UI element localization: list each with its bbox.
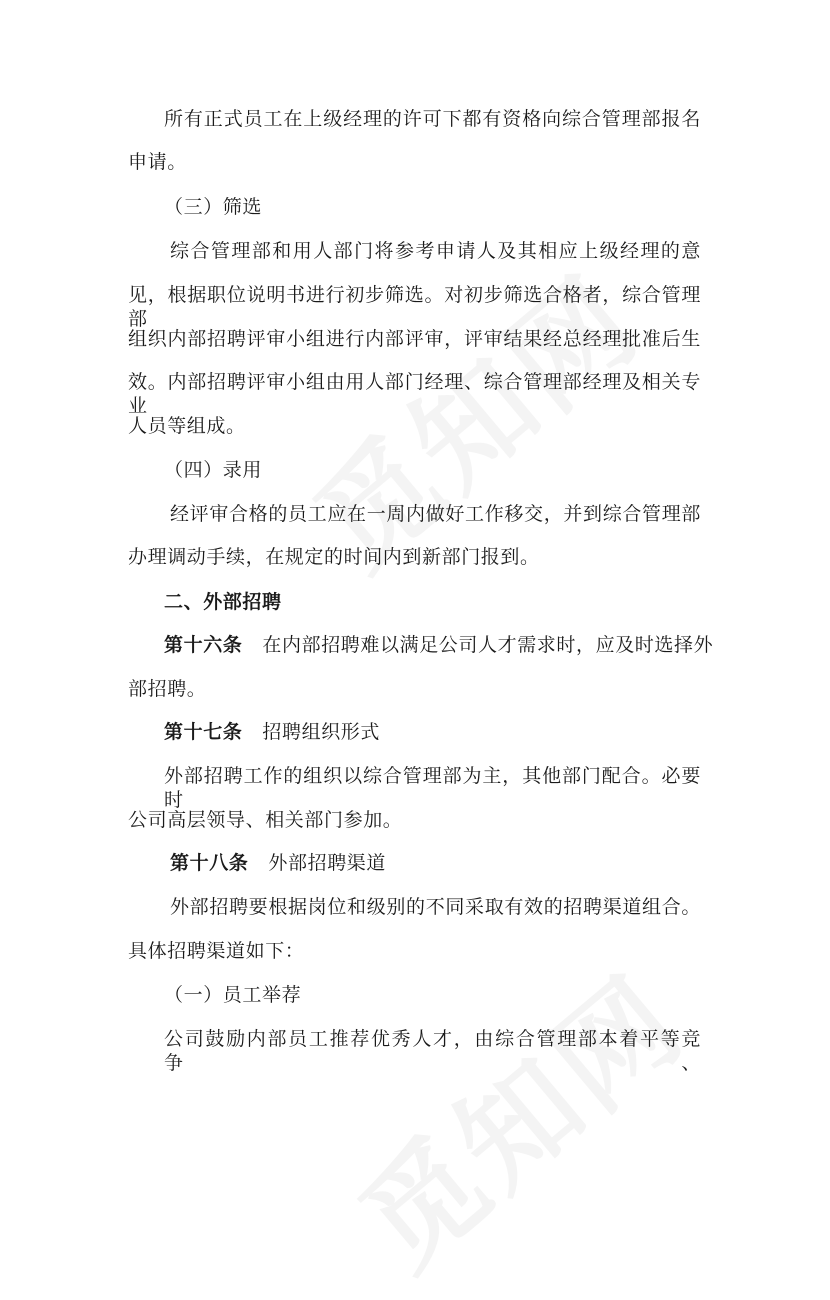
article-text: 外部招聘渠道 [268,852,387,874]
article-number: 第十六条 [164,634,243,656]
paragraph-line: 部招聘。 [128,678,207,700]
paragraph-line: 具体招聘渠道如下： [128,940,305,962]
article-number: 第十八条 [170,852,249,874]
paragraph-line: 经评审合格的员工应在一周内做好工作移交，并到综合管理部 [170,503,701,525]
chapter-heading: 二、外部招聘 [164,591,282,613]
section-heading: （一）员工举荐 [164,984,302,1006]
paragraph-line: 公司高层领导、相关部门参加。 [128,809,403,831]
paragraph-line: 外部招聘工作的组织以综合管理部为主，其他部门配合。必要时 [164,765,701,811]
article-line [164,633,713,657]
paragraph-line: 申请。 [128,151,187,173]
paragraph-line: 综合管理部和用人部门将参考申请人及其相应上级经理的意 [170,240,701,262]
watermark [319,930,713,1299]
section-heading: （四）录用 [164,459,263,481]
section-heading: （三）筛选 [164,196,263,218]
paragraph-line: 办理调动手续，在规定的时间内到新部门报到。 [128,546,540,568]
paragraph-line: 所有正式员工在上级经理的许可下都有资格向综合管理部报名 [164,108,701,130]
paragraph-line: 效。内部招聘评审小组由用人部门经理、综合管理部经理及相关专业 [128,371,701,417]
article-text: 招聘组织形式 [262,721,381,743]
paragraph-line: 外部招聘要根据岗位和级别的不同采取有效的招聘渠道组合。 [170,896,701,918]
article-line [164,720,380,744]
article-line [170,851,386,875]
article-number: 第十七条 [164,721,243,743]
article-text: 在内部招聘难以满足公司人才需求时，应及时选择外 [262,634,714,656]
paragraph-line: 见，根据职位说明书进行初步筛选。对初步筛选合格者，综合管理部 [128,284,701,330]
paragraph-line: 组织内部招聘评审小组进行内部评审，评审结果经总经理批准后生 [128,328,701,350]
paragraph-line: 公司鼓励内部员工推荐优秀人才，由综合管理部本着平等竞争、 [164,1028,701,1074]
paragraph-line: 人员等组成。 [128,415,246,437]
